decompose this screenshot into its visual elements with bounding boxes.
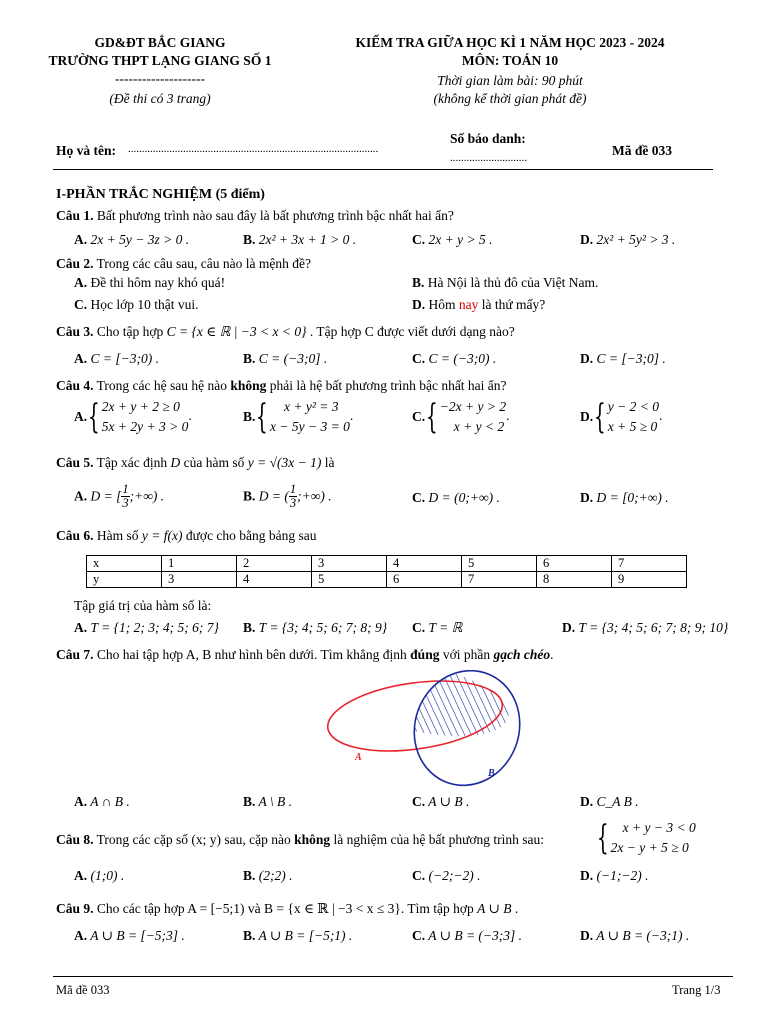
time-note: (không kể thời gian phát đề) xyxy=(433,91,587,106)
q4-option-d: D.{ y − 2 < 0 x + 5 ≥ 0 . xyxy=(580,397,663,437)
q5-option-c: C. D = (0;+∞) . xyxy=(412,490,500,505)
sbd-dots: ............................ xyxy=(450,152,527,164)
table-cell: 6 xyxy=(537,556,612,572)
q6-option-b: B. T = {3; 4; 5; 6; 7; 8; 9} xyxy=(243,620,388,635)
q8-option-d: D. (−1;−2) . xyxy=(580,868,649,883)
question-4: Câu 4. Trong các hệ sau hệ nào không phải là hệ bất phương trình bậc nhất hai ẩn? xyxy=(56,378,507,393)
q7-option-b: B. A \ B . xyxy=(243,794,293,809)
q6-option-c: C. T = ℝ xyxy=(412,620,463,635)
q8-option-b: B. (2;2) . xyxy=(243,868,293,883)
table-cell: 4 xyxy=(237,572,312,588)
table-cell: 3 xyxy=(312,556,387,572)
q7-option-d: D. C_A B . xyxy=(580,794,639,809)
name-dots: ........................................................................................... xyxy=(128,143,379,155)
intersection-hatch xyxy=(398,670,525,790)
table-cell: x xyxy=(87,556,162,572)
question-2: Câu 2. Trong các câu sau, câu nào là mệnh đề? xyxy=(56,256,311,271)
table-cell: y xyxy=(87,572,162,588)
q7-option-a: A. A ∩ B . xyxy=(74,794,130,809)
q1-option-b: B. 2x² + 3x + 1 > 0 . xyxy=(243,232,357,247)
q8-option-c: C. (−2;−2) . xyxy=(412,868,481,883)
question-3: Câu 3. Cho tập hợp C = {x ∈ ℝ | −3 < x < 0} . Tập hợp C được viết dưới dạng nào? xyxy=(56,324,515,339)
header-dashes: -------------------- xyxy=(115,71,205,86)
school-name: TRƯỜNG THPT LẠNG GIANG SỐ 1 xyxy=(48,53,272,68)
q9-option-a: A. A ∪ B = [−5;3] . xyxy=(74,928,185,943)
q4-option-a: A.{ 2x + y + 2 ≥ 0 5x + 2y + 3 > 0 . xyxy=(74,397,192,437)
q9-option-d: D. A ∪ B = (−3;1) . xyxy=(580,928,690,943)
pages-note: (Đề thi có 3 trang) xyxy=(109,91,211,106)
q4-option-c: C.{ −2x + y > 2 x + y < 2 . xyxy=(412,397,510,437)
question-8: Câu 8. Trong các cặp số (x; y) sau, cặp nào không là nghiệm của hệ bất phương trình sau: xyxy=(56,832,545,847)
department: GD&ĐT BẮC GIANG xyxy=(94,35,226,50)
header-divider xyxy=(53,169,713,170)
q3-option-c: C. C = (−3;0) . xyxy=(412,351,497,366)
table-row-y xyxy=(87,572,687,588)
question-5: Câu 5. Tập xác định D của hàm số y = √(3x − 1) là xyxy=(56,455,335,470)
q7-option-c: C. A ∪ B . xyxy=(412,794,470,809)
q5-option-b: B. D = ( $\frac{1}{3}$ ;+∞) . xyxy=(243,482,332,510)
q5-option-d: D. D = [0;+∞) . xyxy=(580,490,669,505)
sbd-label: Số báo danh: xyxy=(450,131,526,146)
exam-time: Thời gian làm bài: 90 phút xyxy=(437,73,583,88)
table-cell: 7 xyxy=(462,572,537,588)
subject: MÔN: TOÁN 10 xyxy=(461,53,559,68)
q9-option-c: C. A ∪ B = (−3;3] . xyxy=(412,928,523,943)
footer-divider xyxy=(53,976,733,977)
footer-page: Trang 1/3 xyxy=(672,983,721,997)
exam-title: KIỂM TRA GIỮA HỌC KÌ 1 NĂM HỌC 2023 - 2024 xyxy=(355,35,665,50)
table-cell: 3 xyxy=(162,572,237,588)
section-title: I-PHẦN TRẮC NGHIỆM (5 điểm) xyxy=(56,187,265,202)
table-cell: 1 xyxy=(162,556,237,572)
table-cell: 7 xyxy=(612,556,687,572)
q4-option-b: B.{ x + y² = 3 x − 5y − 3 = 0 . xyxy=(243,397,354,437)
q2-option-c: C. Học lớp 10 thật vui. xyxy=(74,297,199,312)
question-1: Câu 1. Bất phương trình nào sau đây là bất phương trình bậc nhất hai ẩn? xyxy=(56,208,454,223)
q3-option-b: B. C = (−3;0] . xyxy=(243,351,328,366)
table-cell: 5 xyxy=(462,556,537,572)
table-cell: 5 xyxy=(312,572,387,588)
q2-option-b: B. Hà Nội là thủ đô của Việt Nam. xyxy=(412,275,599,290)
q9-option-b: B. A ∪ B = [−5;1) . xyxy=(243,928,353,943)
q6-option-d: D. T = {3; 4; 5; 6; 7; 8; 9; 10} xyxy=(562,620,729,635)
q8-system: { x + y − 3 < 0 2x − y + 5 ≥ 0 xyxy=(596,818,696,858)
question-9: Câu 9. Cho các tập hợp A = [−5;1) và B = {x ∈ ℝ | −3 < x ≤ 3}. Tìm tập hợp A ∪ B . xyxy=(56,901,519,916)
set-a-label: A xyxy=(355,752,362,763)
table-cell: 2 xyxy=(237,556,312,572)
q2-option-d: D. Hôm nay là thứ mấy? xyxy=(412,297,546,312)
q2-option-a: A. Đề thi hôm nay khó quá! xyxy=(74,275,226,290)
table-cell: 6 xyxy=(387,572,462,588)
table-cell: 4 xyxy=(387,556,462,572)
table-row-x xyxy=(87,556,687,572)
exam-code: Mã đề 033 xyxy=(612,143,672,158)
range-text: Tập giá trị của hàm số là: xyxy=(74,598,212,613)
function-table xyxy=(86,555,687,588)
q8-option-a: A. (1;0) . xyxy=(74,868,125,883)
footer-code: Mã đề 033 xyxy=(56,983,110,997)
q1-option-a: A. 2x + 5y − 3z > 0 . xyxy=(74,232,190,247)
venn-diagram xyxy=(325,670,525,790)
name-label: Họ và tên: xyxy=(56,143,116,158)
set-b-label: B xyxy=(488,768,495,779)
q3-option-d: D. C = [−3;0] . xyxy=(580,351,666,366)
table-cell: 9 xyxy=(612,572,687,588)
q6-option-a: A. T = {1; 2; 3; 4; 5; 6; 7} xyxy=(74,620,219,635)
question-7: Câu 7. Cho hai tập hợp A, B như hình bên dưới. Tìm khẳng định đúng với phần gạch chéo. xyxy=(56,647,554,662)
q1-option-c: C. 2x + y > 5 . xyxy=(412,232,493,247)
q3-option-a: A. C = [−3;0) . xyxy=(74,351,159,366)
question-6: Câu 6. Hàm số y = f(x) được cho bằng bảng sau xyxy=(56,528,317,543)
q5-option-a: A. D = [ $\frac{1}{3}$ ;+∞) . xyxy=(74,482,165,510)
q1-option-d: D. 2x² + 5y² > 3 . xyxy=(580,232,676,247)
table-cell: 8 xyxy=(537,572,612,588)
